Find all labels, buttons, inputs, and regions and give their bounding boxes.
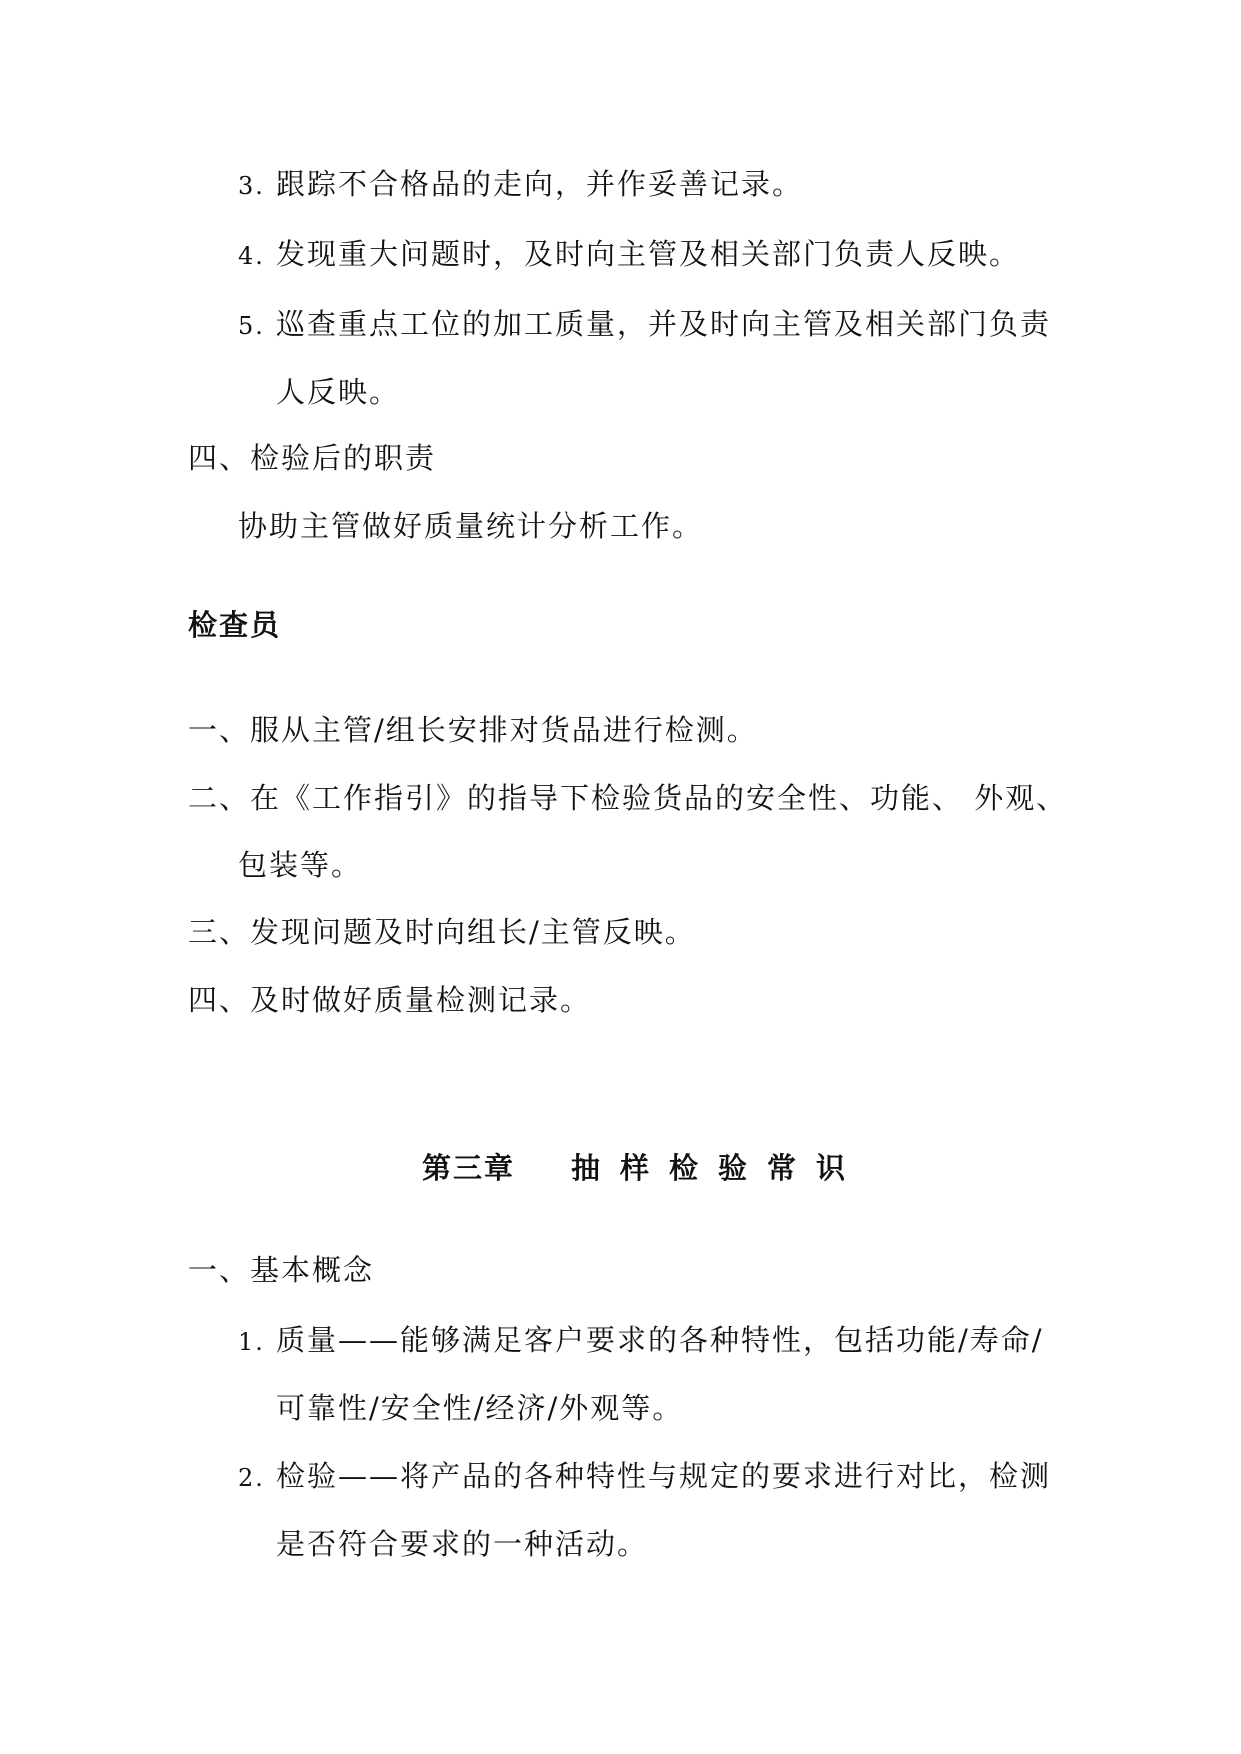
section-heading: 四、检验后的职责 (188, 441, 437, 475)
list-item-continuation: 可靠性/安全性/经济/外观等。 (276, 1391, 684, 1425)
item-text: 检验——将产品的各种特性与规定的要求进行对比，检测 (276, 1459, 1052, 1493)
section-heading: 一、基本概念 (188, 1253, 375, 1287)
list-item (238, 1320, 1044, 1362)
chapter-title: 抽样检验常识 (571, 1151, 866, 1185)
list-item (238, 304, 1051, 346)
list-item: 二、在《工作指引》的指导下检验货品的安全性、功能、 外观、 (188, 781, 1068, 815)
item-number: 1. (238, 1328, 265, 1356)
chapter-label: 第三章 (422, 1151, 516, 1185)
item-text: 质量——能够满足客户要求的各种特性，包括功能/寿命/ (276, 1323, 1044, 1357)
list-item (238, 1456, 1051, 1498)
item-number: 4. (238, 242, 265, 270)
paragraph: 协助主管做好质量统计分析工作。 (238, 509, 704, 543)
list-item: 四、及时做好质量检测记录。 (188, 983, 592, 1017)
list-item (238, 234, 1020, 276)
section-title: 检查员 (188, 608, 282, 642)
list-item-continuation: 包装等。 (238, 848, 363, 882)
item-text: 发现重大问题时，及时向主管及相关部门负责人反映。 (276, 237, 1021, 271)
item-text: 跟踪不合格品的走向，并作妥善记录。 (276, 167, 804, 201)
item-number: 5. (238, 312, 265, 340)
list-item: 一、服从主管/组长安排对货品进行检测。 (188, 713, 758, 747)
item-number: 2. (238, 1464, 265, 1492)
list-item-continuation: 人反映。 (276, 375, 401, 409)
item-text: 巡查重点工位的加工质量，并及时向主管及相关部门负责 (276, 307, 1052, 341)
list-item: 三、发现问题及时向组长/主管反映。 (188, 915, 696, 949)
list-item-continuation: 是否符合要求的一种活动。 (276, 1527, 649, 1561)
item-number: 3. (238, 172, 265, 200)
list-item (238, 164, 803, 206)
chapter-heading (422, 1148, 865, 1188)
